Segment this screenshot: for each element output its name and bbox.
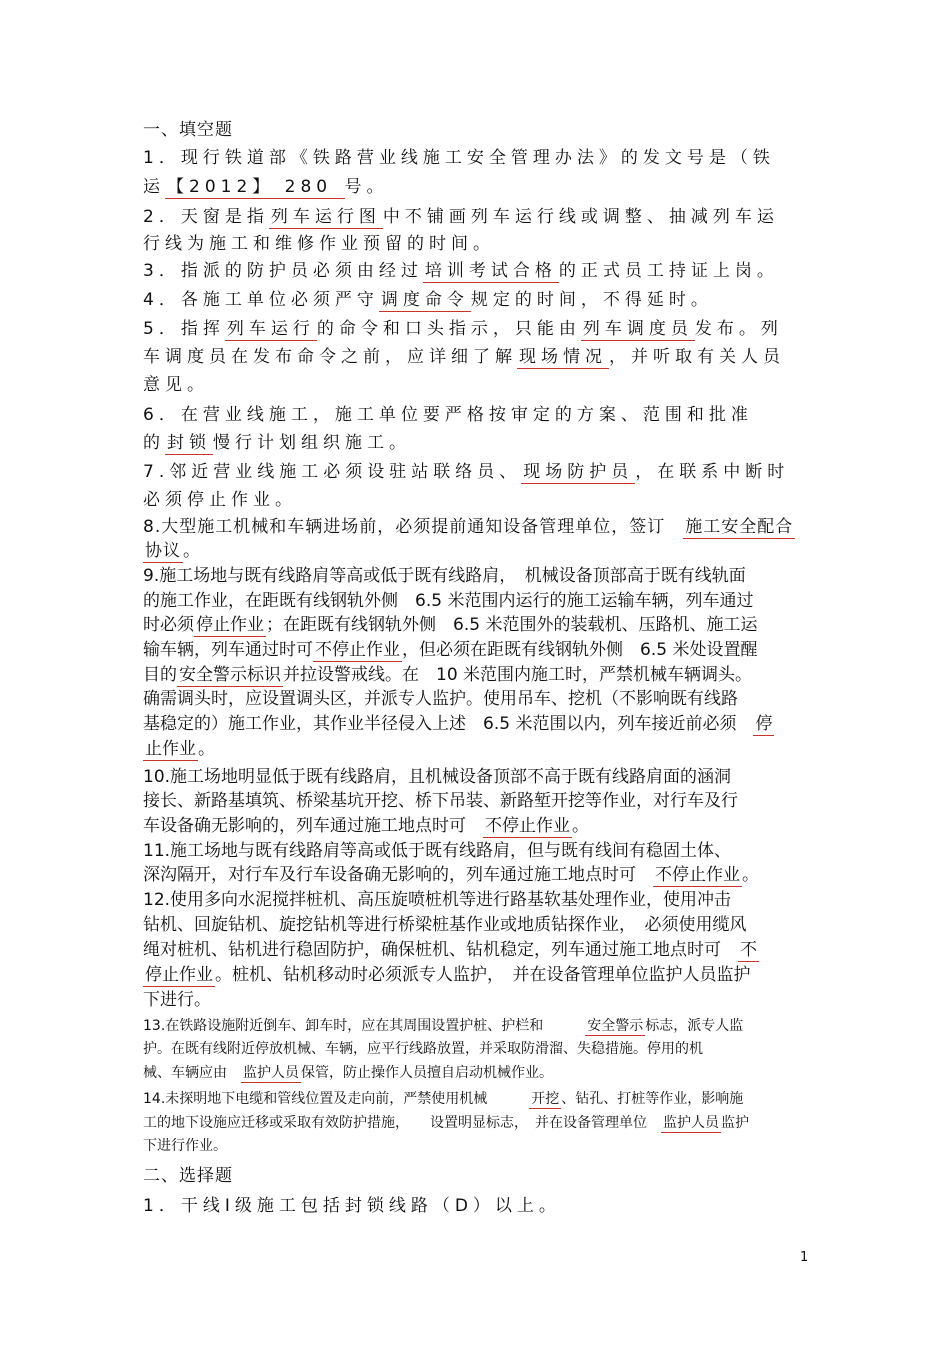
line-text: 接长、新路基填筑、桥梁基坑开挖、桥下吊装、新路堑开挖等作业，对行车及行 xyxy=(143,791,738,811)
line-text: 必须停止作业。 xyxy=(143,490,297,510)
answer-underline: 协议 xyxy=(145,541,181,561)
q14-line-1 xyxy=(143,1088,743,1110)
q8-line-2 xyxy=(143,538,201,564)
line-text: 9.施工场地与既有线路肩等高或低于既有线路肩， 机械设备顶部高于既有线轨面 xyxy=(143,566,746,586)
q13-line-2 xyxy=(143,1038,703,1060)
line-text: 并拉设警戒线。在 10 米范围内施工时，严禁机械车辆调头。 xyxy=(283,665,753,685)
line-text: 目的 xyxy=(143,665,177,685)
q14-line-3 xyxy=(143,1135,227,1157)
q2-line-1 xyxy=(143,204,779,230)
line-text: 的 xyxy=(143,433,165,453)
line-text: 。桩机、钻机移动时必须派专人监护， 并在设备管理单位监护人员监护 xyxy=(215,965,751,985)
line-text: 。 xyxy=(572,816,589,836)
answer-underline: 列车调度员 xyxy=(582,319,693,339)
answer-underline: 调度命令 xyxy=(380,290,469,310)
q10-line-1 xyxy=(143,764,731,790)
q13-line-1 xyxy=(143,1015,743,1037)
q13-line-3 xyxy=(143,1062,553,1084)
line-text: 5．指挥 xyxy=(143,319,225,339)
q9-line-4 xyxy=(143,637,757,663)
line-text: 、钻孔、打桩等作业，影响施 xyxy=(561,1091,744,1107)
line-text: 发布。列 xyxy=(694,319,783,339)
line-text: 14.未探明地下电缆和管线位置及走向前，严禁使用机械 xyxy=(143,1091,530,1107)
line-text: 钻机、回旋钻机、旋挖钻机等进行桥梁桩基作业或地质钻探作业， 必须使用缆风 xyxy=(143,915,747,935)
line-text: 1．现行铁道部《铁路营业线施工安全管理办法》的发文号是（铁 xyxy=(143,148,775,168)
line-text: 工的地下设施应迁移或采取有效防护措施， 设置明显标志， 并在设备管理单位 xyxy=(143,1115,661,1131)
q12-line-5 xyxy=(143,987,211,1013)
section-title-fill-in-blank: 一、填空题 xyxy=(143,120,233,140)
line-text: 深沟隔开，对行车及行车设备确无影响的，列车通过施工地点时可 xyxy=(143,865,653,885)
line-text: 的正式员工持证上岗。 xyxy=(558,261,779,281)
line-text: 11.施工场地与既有线路肩等高或低于既有线路肩，但与既有线间有稳固土体、 xyxy=(143,841,732,861)
line-text: 2．天窗是指 xyxy=(143,207,269,227)
q9-line-1 xyxy=(143,563,746,589)
line-text: 12.使用多向水泥搅拌桩机、高压旋喷桩机等进行路基软基处理作业，使用冲击 xyxy=(143,890,732,910)
answer-underline: 开挖 xyxy=(531,1091,560,1107)
answer-underline: 停止作业 xyxy=(196,615,264,635)
page-number: 1 xyxy=(800,1250,809,1265)
line-text: 绳对桩机、钻机进行稳固防护，确保桩机、钻机稳定，列车通过施工地点时可 xyxy=(143,940,738,960)
line-text: 3．指派的防护员必须由经过 xyxy=(143,261,423,281)
answer-underline: 监护人员 xyxy=(243,1065,299,1081)
q9-line-6 xyxy=(143,686,738,712)
line-text: 中不铺画列车运行线或调整、抽减列车运 xyxy=(382,207,779,227)
line-text: 慢行计划组织施工。 xyxy=(213,433,411,453)
answer-underline: 不停止作业 xyxy=(485,816,570,836)
q7-line-2 xyxy=(143,487,297,513)
answer-underline: 列车运行 xyxy=(226,319,315,339)
answer-underline: 不停止作业 xyxy=(655,865,740,885)
line-text: ，但必须在距既有线钢轨外侧 6.5 米处设置醒 xyxy=(402,640,758,660)
q9-line-2 xyxy=(143,588,753,614)
answer-underline: 列车运行图 xyxy=(270,207,381,227)
line-text: 规定的时间，不得延时。 xyxy=(470,290,713,310)
answer-underline: 停止作业 xyxy=(145,965,213,985)
line-text: 4．各施工单位必须严守 xyxy=(143,290,379,310)
line-text: 护。在既有线附近停放机械、车辆，应平行线路放置，并采取防滑溜、失稳措施。停用的机 xyxy=(143,1041,703,1057)
line-text: ；在距既有线钢轨外侧 6.5 米范围外的装载机、压路机、施工运 xyxy=(266,615,758,635)
q10-line-2 xyxy=(143,788,738,814)
line-text: 监护 xyxy=(721,1115,749,1131)
q11-line-1 xyxy=(143,838,731,864)
answer-underline: 施工安全配合 xyxy=(685,517,794,537)
answer-underline: 监护人员 xyxy=(663,1115,719,1131)
line-text: 8.大型施工机械和车辆进场前，必须提前通知设备管理单位，签订 xyxy=(143,517,684,537)
q12-line-4 xyxy=(143,962,751,988)
answer-underline: 封锁 xyxy=(167,433,211,453)
line-text: 1．干线Ⅰ级施工包括封锁线路（D）以上。 xyxy=(143,1196,561,1216)
q3-line-1 xyxy=(143,258,779,284)
q1-line-1 xyxy=(143,145,775,171)
q5-line-2 xyxy=(143,344,785,370)
q14-line-2 xyxy=(143,1112,749,1134)
line-text: 输车辆，列车通过时可 xyxy=(143,640,313,660)
line-text: 13.在铁路设施附近倒车、卸车时，应在其周围设置护桩、护栏和 xyxy=(143,1018,586,1034)
q9-line-7 xyxy=(143,711,774,737)
line-text: 的命令和口头指示，只能由 xyxy=(316,319,581,339)
line-text: 号。 xyxy=(344,177,389,197)
q9-line-5 xyxy=(143,662,752,688)
q9-line-3 xyxy=(143,612,757,638)
line-text: 的施工作业，在距既有线钢轨外侧 6.5 米范围内运行的施工运输车辆，列车通过 xyxy=(143,591,754,611)
section-title-multiple-choice: 二、选择题 xyxy=(143,1166,233,1186)
line-text: 标志，派专人监 xyxy=(645,1018,744,1034)
answer-underline: 培训考试合格 xyxy=(424,261,557,281)
q12-line-3 xyxy=(143,937,759,963)
line-text: 运 xyxy=(143,177,165,197)
answer-underline: 【2012】 280 xyxy=(167,177,343,197)
line-text: 10.施工场地明显低于既有线路肩，且机械设备顶部不高于既有线路肩面的涵洞 xyxy=(143,767,732,787)
answer-underline: 不 xyxy=(740,940,757,960)
line-text: 。 xyxy=(742,865,759,885)
line-text: 下进行作业。 xyxy=(143,1138,227,1154)
q12-line-2 xyxy=(143,912,747,938)
q4-line-1 xyxy=(143,287,713,313)
q5-line-1 xyxy=(143,316,783,342)
q9-line-8 xyxy=(143,736,215,762)
answer-underline: 不停止作业 xyxy=(315,640,400,660)
q5-line-3 xyxy=(143,372,209,398)
line-text: 意见。 xyxy=(143,375,209,395)
answer-underline: 安全警示 xyxy=(587,1018,644,1034)
line-text: 7.邻近营业线施工必须设驻站联络员、 xyxy=(143,462,522,482)
q11-line-2 xyxy=(143,862,759,888)
q1-line-2 xyxy=(143,174,389,200)
line-text: 。 xyxy=(183,541,201,561)
line-text: 车设备确无影响的，列车通过施工地点时可 xyxy=(143,816,483,836)
answer-underline: 现场防护员 xyxy=(523,462,634,482)
q6-line-1 xyxy=(143,402,753,428)
q6-line-2 xyxy=(143,430,411,456)
answer-underline: 安全警示标识 xyxy=(179,665,281,685)
line-text: 基稳定的）施工作业，其作业半径侵入上述 6.5 米范围以内，列车接近前必须 xyxy=(143,714,754,734)
q2-line-2 xyxy=(143,231,495,257)
choice-q1-line xyxy=(143,1193,561,1219)
line-text: 时必须 xyxy=(143,615,194,635)
line-text: ，在联系中断时 xyxy=(635,462,790,482)
line-text: ，并听取有关人员 xyxy=(609,347,785,367)
q7-line-1 xyxy=(143,459,789,485)
line-text: 。 xyxy=(198,739,215,759)
answer-underline: 止作业 xyxy=(145,739,196,759)
line-text: 确需调头时，应设置调头区，并派专人监护。使用吊车、挖机（不影响既有线路 xyxy=(143,689,738,709)
line-text: 保管，防止操作人员擅自启动机械作业。 xyxy=(301,1065,553,1081)
line-text: 车调度员在发布命令之前，应详细了解 xyxy=(143,347,517,367)
answer-underline: 停 xyxy=(755,714,773,734)
line-text: 械、车辆应由 xyxy=(143,1065,241,1081)
line-text: 下进行。 xyxy=(143,990,211,1010)
q8-line-1 xyxy=(143,514,795,540)
q10-line-3 xyxy=(143,813,589,839)
q12-line-1 xyxy=(143,887,731,913)
answer-underline: 现场情况 xyxy=(519,347,607,367)
line-text: 6．在营业线施工，施工单位要严格按审定的方案、范围和批准 xyxy=(143,405,753,425)
line-text: 行线为施工和维修作业预留的时间。 xyxy=(143,234,495,254)
